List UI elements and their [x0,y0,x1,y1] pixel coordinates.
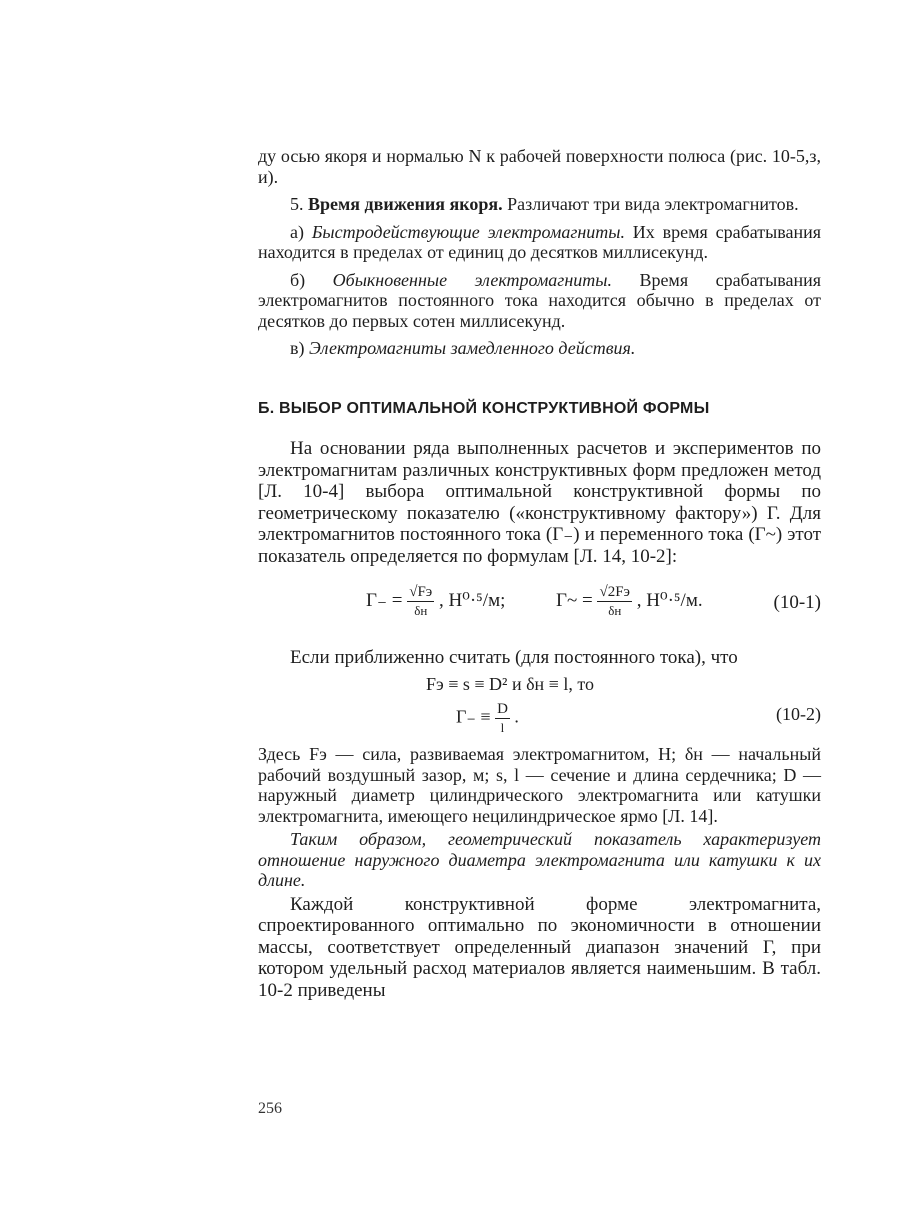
item-5-title: Время движения якоря. [308,194,503,214]
item-5 [258,194,821,215]
equation-10-1 [258,583,821,627]
item-a-text: Их время срабатывания находится в пределах от единиц до десятков миллисекунд. [258,221,822,262]
formula-dc-numerator: √Fэ [409,584,433,600]
formula-ratio-tail: . [514,706,519,727]
formula-ac [556,583,703,620]
item-a-label: а) [290,221,304,242]
formula-dc [366,583,505,620]
paragraph-intro: На основании ряда выполненных расчетов и экспериментов по электромагнитам различных конструктивных форм предложен метод [Л. 10-4] выбора оптимальной конструктивной формы по геометрическому показателю («конструктивному фактору») Г. Для электромагнитов постоянного тока (Г₋) и переменного тока (Г~) этот показатель определяется по формулам [Л. 14, 10-2]: [258,438,821,567]
page-number: 256 [258,1100,282,1117]
paragraph-conclusion: Таким образом, геометрический показатель характеризует отношение наружного диаметра электромагнита или катушки к их длине. [258,829,821,890]
item-c-label: в) [290,338,305,358]
paragraph-notation: Здесь Fэ — сила, развиваемая электромагнитом, Н; δн — начальный рабочий воздушный зазор, м; s, l — сечение и длина сердечника; D — наружный диаметр цилиндрического электромагнита или катушки электромагнита, имеющего нецилиндрическое ярмо [Л. 14]. [258,744,821,826]
item-5-text: Различают три вида электромагнитов. [507,194,799,214]
formula-ratio-fraction [495,700,510,737]
formula-ac-lhs: Г~ = [556,589,593,611]
formula-ac-denominator: δн [608,603,622,618]
item-b-title: Обыкновенные электромагниты. [332,269,612,290]
equation-number-10-1: (10-1) [773,592,821,613]
formula-dc-unit: , Н⁰·⁵/м; [439,589,506,611]
formula-ac-fraction [597,583,632,620]
text-line-continuation: ду осью якоря и нормалью N к рабочей поверхности полюса (рис. 10-5,з, и). [258,146,821,187]
item-b-text: Время срабатывания электромагнитов постоянного тока находится обычно в пределах от десятков до первых сотен миллисекунд. [258,269,821,331]
paragraph-approx: Если приближенно считать (для постоянного тока), что [290,647,738,668]
item-b [258,270,821,332]
formula-ac-unit: , Н⁰·⁵/м. [636,589,703,611]
formula-dc-lhs: Г₋ = [366,589,403,611]
item-c [258,338,821,359]
item-a [258,222,821,263]
formula-ac-numerator: √2Fэ [599,584,630,600]
formula-dc-fraction [407,583,434,620]
paragraph-ranges: Каждой конструктивной форме электромагнита, спроектированного оптимально по экономичности в отношении массы, соответствует определенный диапазон значений Г, при котором удельный расход материалов является наименьшим. В табл. 10-2 приведены [258,893,821,1001]
formula-ratio-lhs: Г₋ ≡ [456,706,491,727]
item-a-title: Быстродействующие электромагниты. [311,221,625,242]
page-body [258,146,821,1001]
formula-ratio [456,700,519,737]
item-5-number: 5. [290,194,304,214]
equation-condition: Fэ ≡ s ≡ D² и δн ≡ l, то [426,673,594,694]
formula-ratio-denominator: l [500,720,505,735]
equation-number-10-2: (10-2) [776,704,821,724]
section-heading: Б. ВЫБОР ОПТИМАЛЬНОЙ КОНСТРУКТИВНОЙ ФОРМЫ [258,399,710,417]
item-b-label: б) [290,269,306,290]
item-c-title: Электромагниты замедленного действия. [309,338,636,358]
formula-dc-denominator: δн [414,603,428,618]
equation-10-2 [258,694,821,734]
formula-ratio-numerator: D [497,701,508,717]
